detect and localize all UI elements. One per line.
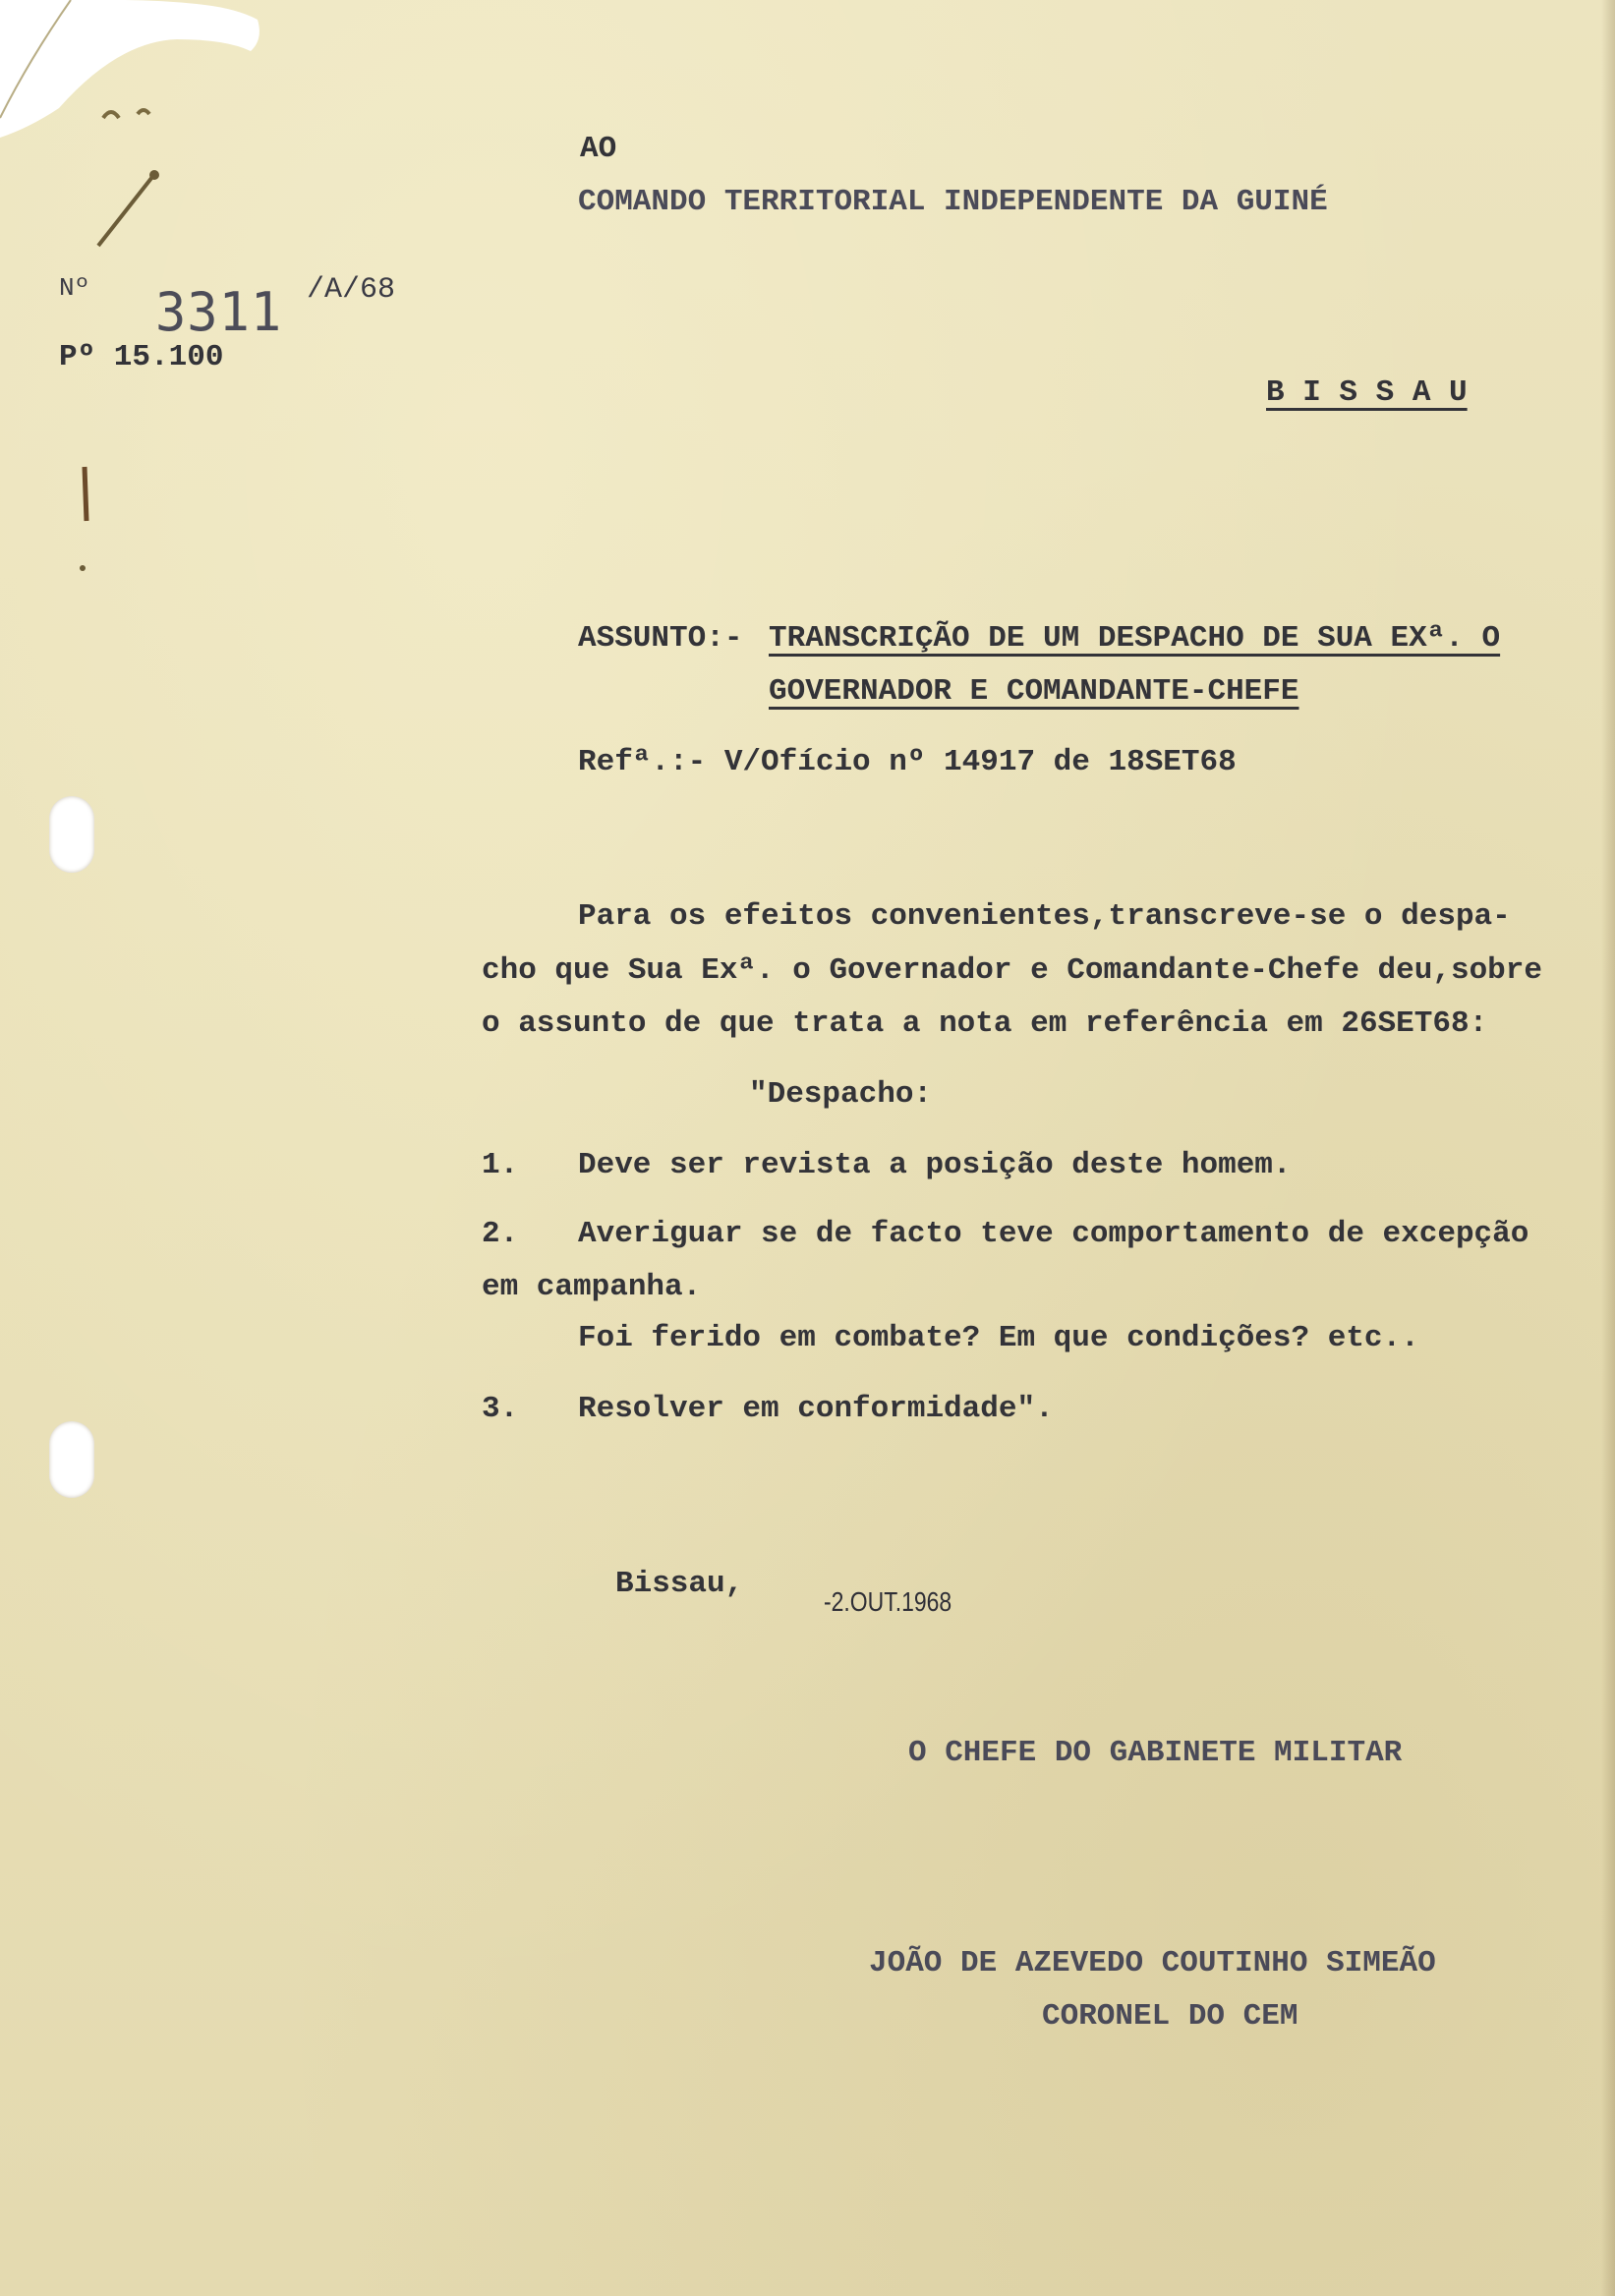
subject-label: ASSUNTO:-: [578, 621, 743, 656]
subject-line2: GOVERNADOR E COMANDANTE-CHEFE: [769, 674, 1299, 709]
number-label: Nº: [59, 273, 90, 303]
number-suffix: /A/68: [307, 273, 396, 307]
signature-name: JOÃO DE AZEVEDO COUTINHO SIMEÃO: [869, 1946, 1436, 1980]
item-2-number: 2.: [482, 1217, 519, 1251]
signature-title: O CHEFE DO GABINETE MILITAR: [908, 1736, 1403, 1770]
punch-hole-top: [49, 796, 94, 873]
closing-place: Bissau,: [615, 1567, 744, 1601]
reference-line: Refª.:- V/Ofício nº 14917 de 18SET68: [578, 745, 1237, 779]
signature-rank: CORONEL DO CEM: [1042, 1999, 1298, 2034]
date-stamp: -2.OUT.1968: [824, 1586, 952, 1617]
addressee-line1: AO: [580, 132, 617, 166]
body-para-line2: cho que Sua Exª. o Governador e Comandante-Chefe deu,sobre: [482, 953, 1542, 988]
item-2-text-line1: Averiguar se de facto teve comportamento de excepção: [578, 1217, 1529, 1251]
addressee-line2: COMANDO TERRITORIAL INDEPENDENTE DA GUINÉ: [578, 185, 1328, 219]
process-number: Pº 15.100: [59, 340, 224, 374]
item-3-text: Resolver em conformidade".: [578, 1392, 1054, 1426]
item-2-text-line2: em campanha.: [482, 1270, 702, 1304]
number-stamp: 3311: [155, 281, 283, 344]
item-2-text-line3: Foi ferido em combate? Em que condições? etc..: [578, 1321, 1419, 1355]
subject-line1: TRANSCRIÇÃO DE UM DESPACHO DE SUA EXª. O: [769, 621, 1501, 656]
addressee-city: B I S S A U: [1266, 375, 1468, 410]
item-1-text: Deve ser revista a posição deste homem.: [578, 1148, 1292, 1182]
body-para-line1: Para os efeitos convenientes,transcreve-se o despa-: [578, 899, 1511, 934]
item-1-number: 1.: [482, 1148, 519, 1182]
staple-mark: [93, 98, 172, 256]
body-para-line3: o assunto de que trata a nota em referência em 26SET68:: [482, 1006, 1488, 1041]
paper-edge-shadow: [1601, 0, 1615, 2296]
despacho-heading: "Despacho:: [749, 1077, 933, 1112]
item-3-number: 3.: [482, 1392, 519, 1426]
staple-mark-2: [75, 462, 94, 580]
punch-hole-bottom: [49, 1421, 94, 1498]
